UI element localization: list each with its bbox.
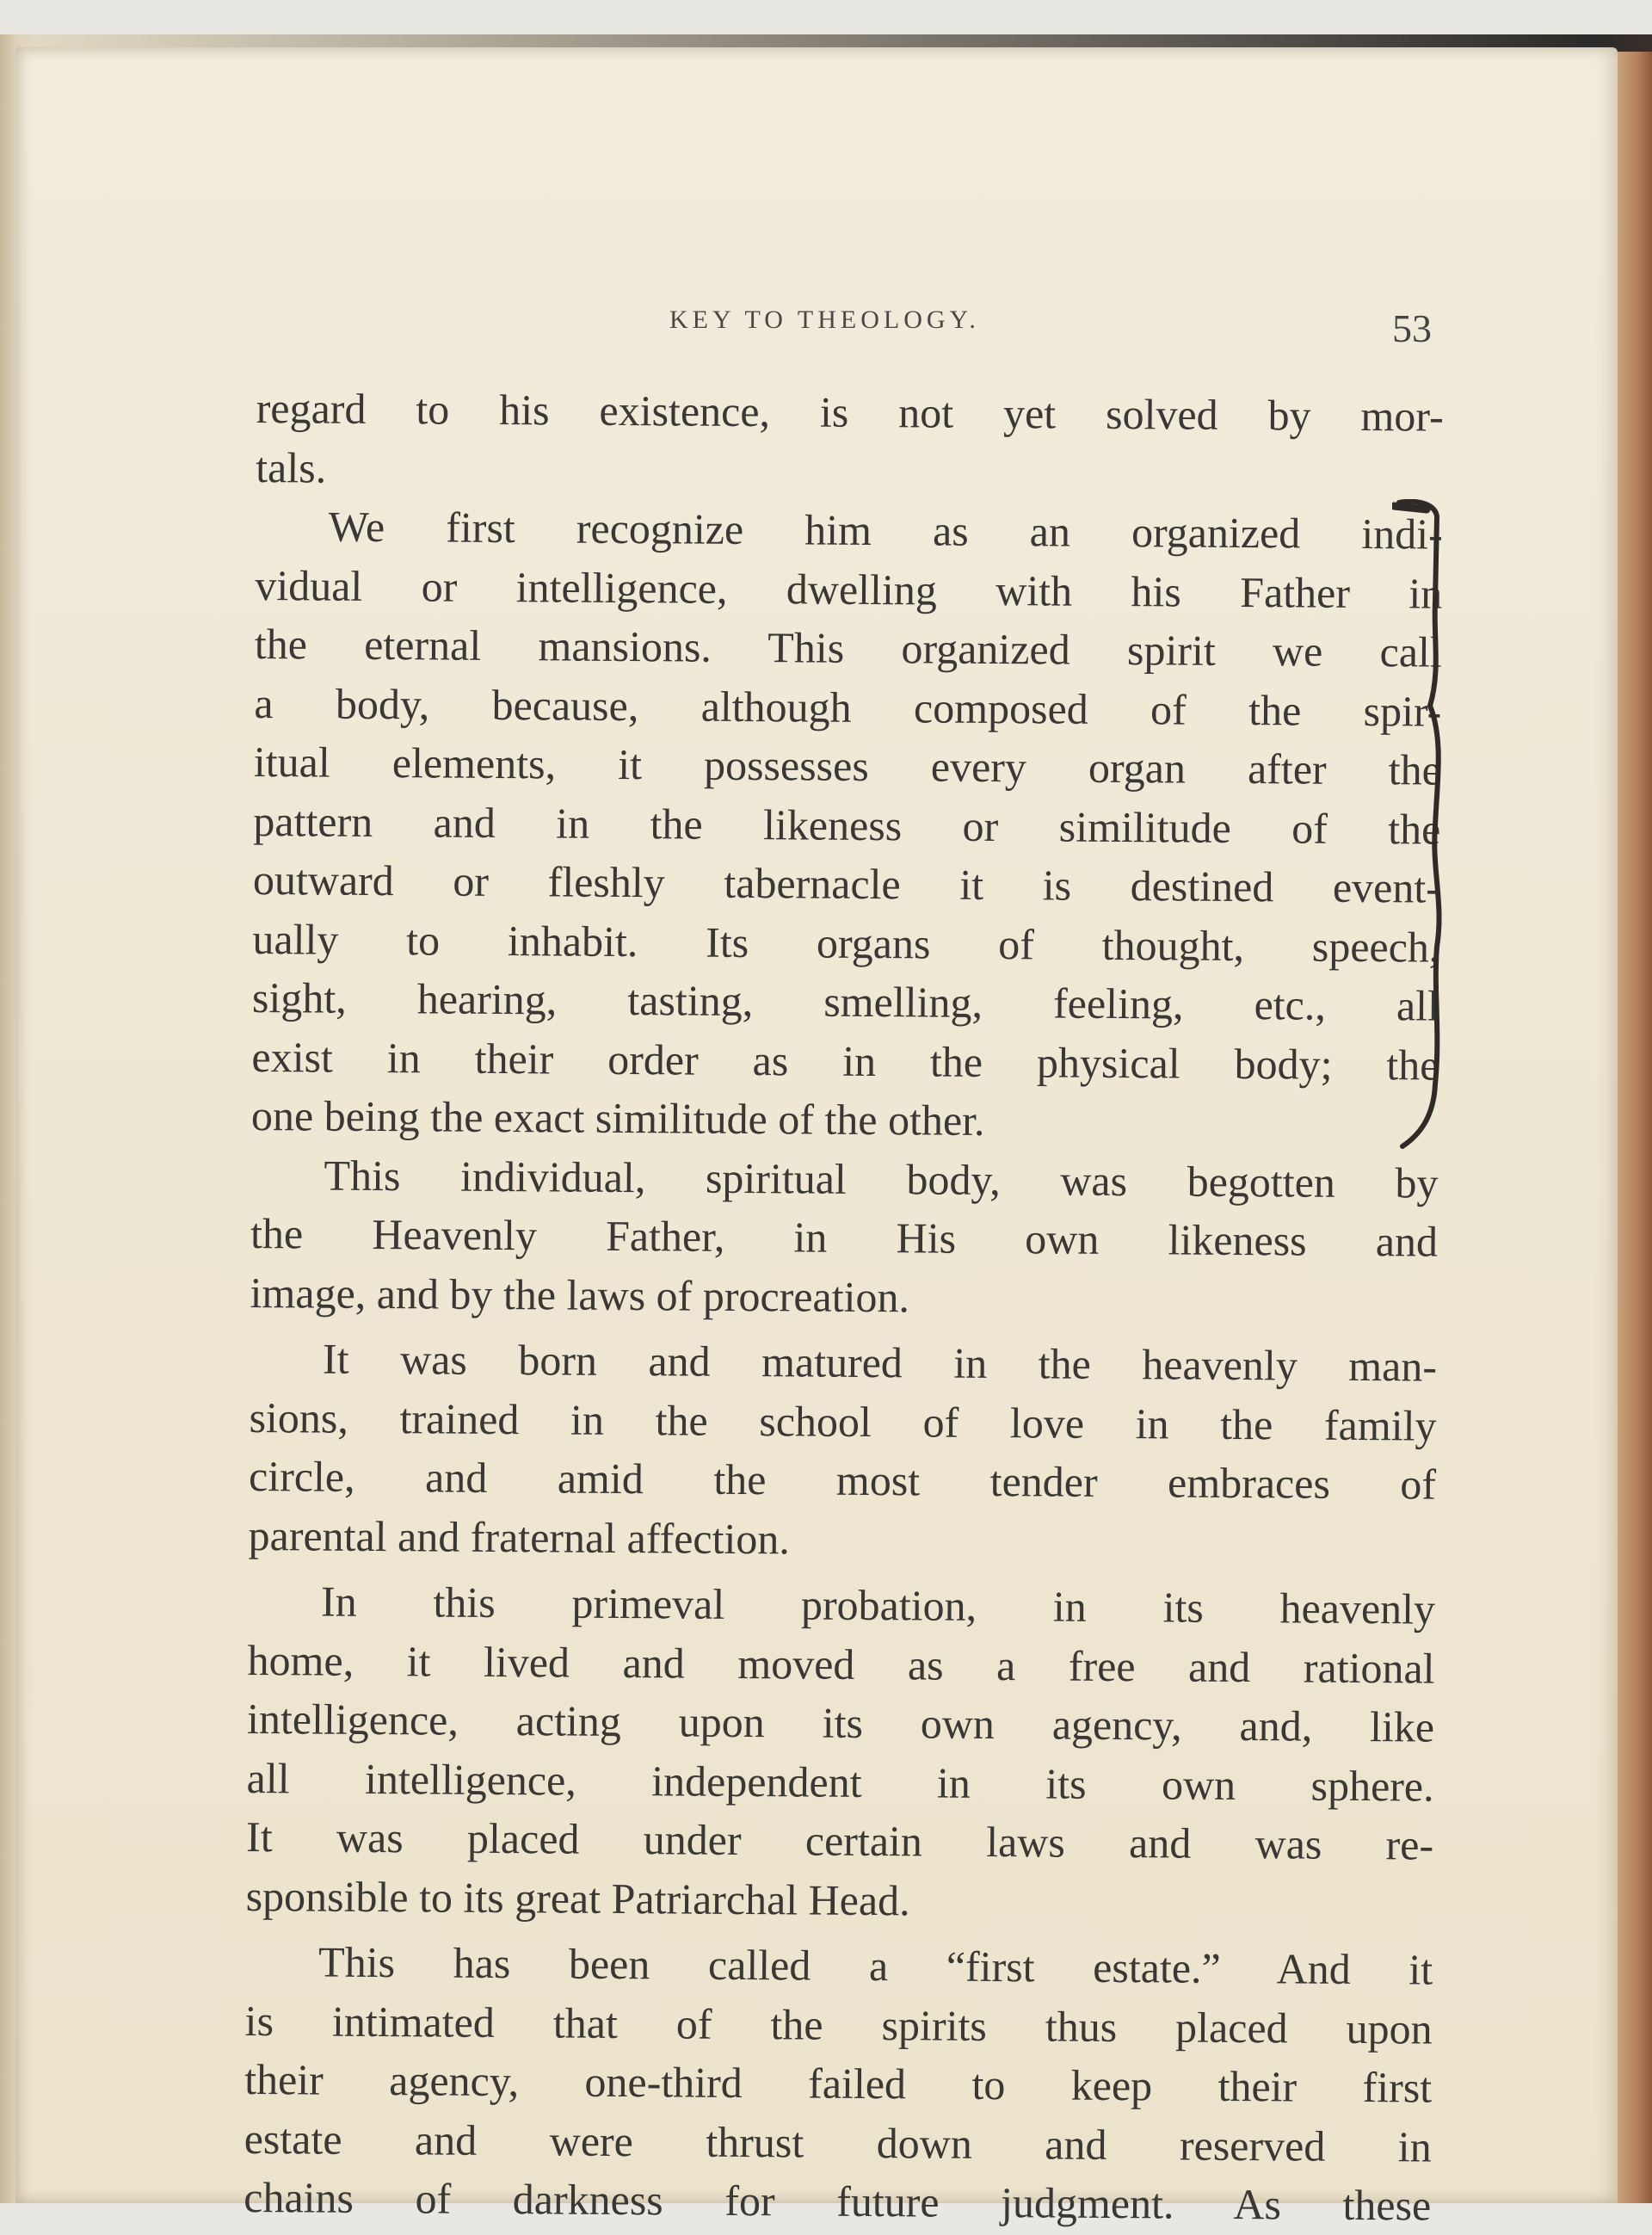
text-line: pattern and in the likeness or similitude of the xyxy=(253,796,1441,854)
text-line: vidual or intelligence, dwelling with his Father in xyxy=(255,560,1443,618)
page-number: 53 xyxy=(1392,306,1432,350)
text-line: the eternal mansions. This organized spirit we call xyxy=(254,619,1443,676)
text-line: estate and were thrust down and reserved in xyxy=(243,2114,1432,2171)
text-line: exist in their order as in the physical body; the xyxy=(251,1032,1439,1090)
text-line: ually to inhabit. Its organs of thought, speech, xyxy=(252,914,1440,972)
paragraph-start: It was born and matured in the heavenly man- xyxy=(322,1334,1438,1391)
text-line: tals. xyxy=(256,442,327,492)
text-line: home, it lived and moved as a free and rational xyxy=(247,1635,1435,1693)
text-line: sponsible to its great Patriarchal Head. xyxy=(245,1871,910,1924)
text-line: It was placed under certain laws and was re- xyxy=(245,1812,1434,1869)
text-line: all intelligence, independent in its own sphere. xyxy=(246,1753,1434,1811)
text-line: sions, trained in the school of love in the family xyxy=(249,1392,1437,1450)
text-line: their agency, one-third failed to keep their first xyxy=(244,2054,1433,2112)
text-line: parental and fraternal affection. xyxy=(248,1510,791,1563)
book-page xyxy=(15,47,1618,2230)
page-edges xyxy=(1618,52,1652,2203)
paragraph-start: This individual, spiritual body, was begotten by xyxy=(324,1151,1439,1207)
text-line: a body, because, although composed of the spir- xyxy=(254,678,1442,736)
text-line: itual elements, it possesses every organ after the xyxy=(253,737,1442,794)
text-line: regard to his existence, is not yet solved by mor- xyxy=(256,383,1444,441)
text-line: outward or fleshly tabernacle it is destined event- xyxy=(252,855,1441,912)
running-head: KEY TO THEOLOGY. xyxy=(669,306,980,334)
text-line: is intimated that of the spirits thus placed upon xyxy=(244,1996,1433,2053)
margin-bracket-mark xyxy=(1392,499,1461,1153)
text-line: sight, hearing, tasting, smelling, feeling, etc., all xyxy=(251,972,1440,1030)
text-line: circle, and amid the most tender embraces of xyxy=(248,1451,1437,1509)
text-line: the Heavenly Father, in His own likeness and xyxy=(250,1208,1439,1266)
paragraph-start: We first recognize him as an organized indi- xyxy=(328,502,1443,559)
paragraph-start: In this primeval probation, in its heavenly xyxy=(320,1577,1436,1633)
text-line: image, and by the laws of procreation. xyxy=(250,1268,910,1321)
text-line: intelligence, acting upon its own agency, and, like xyxy=(246,1694,1435,1751)
text-line: chains of darkness for future judgment. As these xyxy=(243,2172,1432,2230)
body-text xyxy=(243,379,1444,2235)
text-line: one being the exact similitude of the other. xyxy=(250,1090,985,1145)
paragraph-start: This has been called a “first estate.” And it xyxy=(317,1937,1433,1994)
